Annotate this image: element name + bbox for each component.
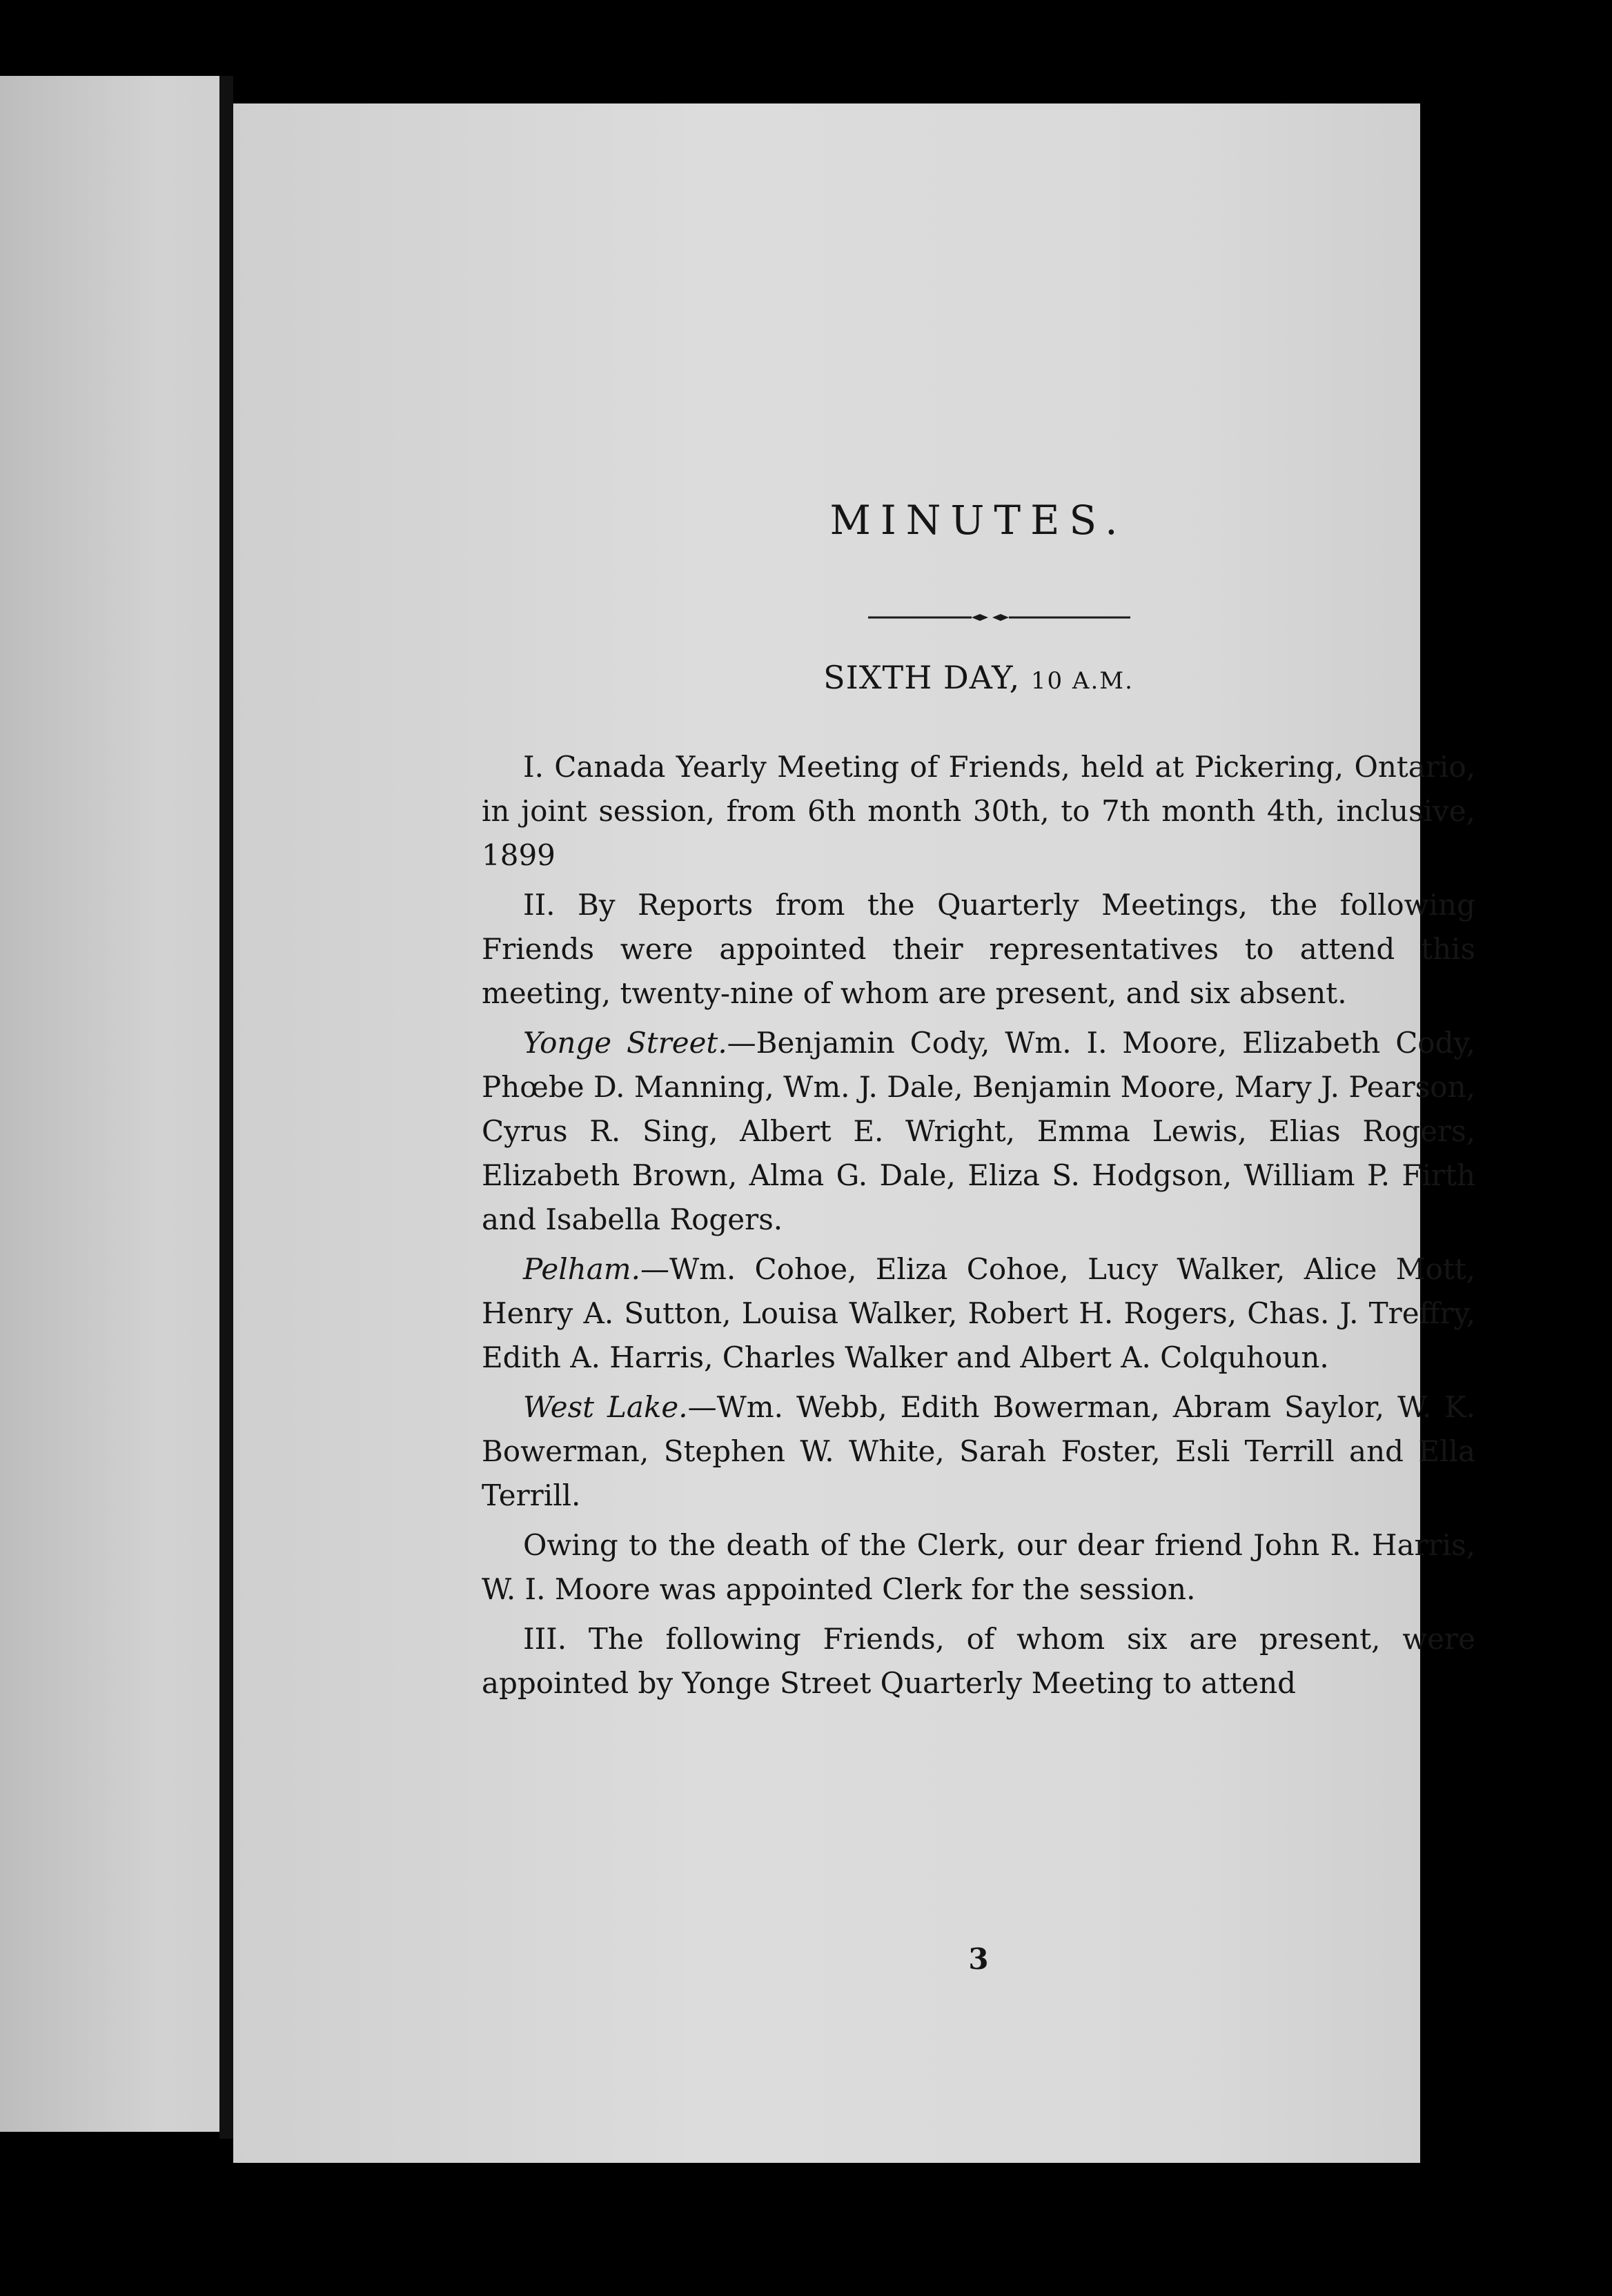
session-heading	[482, 659, 1475, 696]
representatives-pelham: Pelham.—Wm. Cohoe, Eliza Cohoe, Lucy Walker, Alice Mott, Henry A. Sutton, Louisa Walker, Robert H. Rogers, Chas. J. Treffry, Edith A. Harris, Charles Walker and Albert A. Colquhoun.	[482, 1252, 1475, 1374]
minutes-body	[482, 745, 1475, 1711]
ornament-divider	[868, 611, 1130, 624]
representatives-west-lake: West Lake.—Wm. Webb, Edith Bowerman, Abram Saylor, W. K. Bowerman, Stephen W. White, Sarah Foster, Esli Terrill and Ella Terrill.	[482, 1390, 1476, 1512]
minute-paragraph: III. The following Friends, of whom six are present, were appointed by Yonge Street Quarterly Meeting to attend	[482, 1622, 1475, 1700]
representatives-yonge-street: Yonge Street.—Benjamin Cody, Wm. I. Moore, Elizabeth Cody, Phœbe D. Manning, Wm. J. Dale, Benjamin Moore, Mary J. Pearson, Cyrus R. Sing, Albert E. Wright, Emma Lewis, Elias Rogers, Elizabeth Brown, Alma G. Dale, Eliza S. Hodgson, William P. Firth and Isabella Rogers.	[482, 1026, 1475, 1236]
session-day: SIXTH DAY,	[823, 659, 1021, 696]
minute-paragraph: Owing to the death of the Clerk, our dear friend John R. Harris, W. I. Moore was appointed Clerk for the session.	[482, 1528, 1475, 1606]
session-time: 10 A.M.	[1030, 667, 1134, 695]
page-title: MINUTES.	[829, 497, 1128, 544]
meeting-name: Pelham.	[523, 1252, 640, 1286]
minute-paragraph: I. Canada Yearly Meeting of Friends, held at Pickering, Ontario, in joint session, from 6th month 30th, to 7th month 4th, inclusive, 1899	[482, 750, 1475, 872]
minute-paragraph: II. By Reports from the Quarterly Meetings, the following Friends were appointed their representatives to attend this meeting, twenty-nine of whom are present, and six absent.	[482, 888, 1475, 1010]
meeting-name: Yonge Street.	[523, 1026, 727, 1060]
meeting-name: West Lake.	[523, 1390, 688, 1424]
book-gutter	[219, 76, 233, 2139]
page	[233, 103, 1476, 2163]
facing-page-edge	[0, 76, 228, 2132]
page-number: 3	[968, 1942, 989, 1976]
